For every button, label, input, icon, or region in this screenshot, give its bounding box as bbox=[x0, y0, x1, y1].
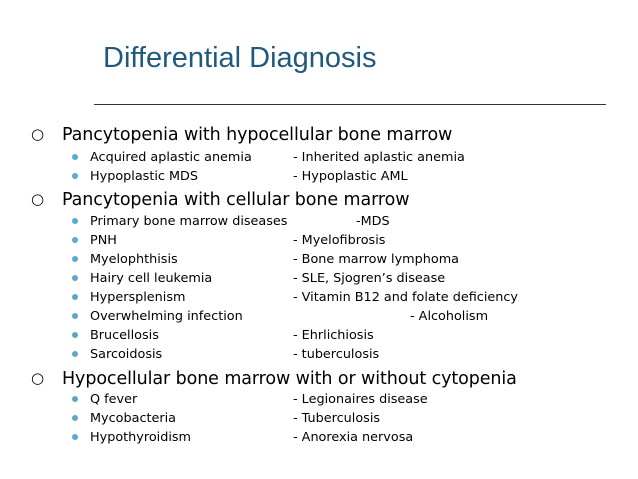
item-right: - Anorexia nervosa bbox=[293, 430, 414, 445]
item-right: - Myelofibrosis bbox=[293, 233, 386, 248]
list-item bbox=[0, 148, 638, 167]
list-item bbox=[0, 250, 638, 269]
section-hypocellular-pancytopenia bbox=[0, 123, 638, 147]
bullet-dot-icon bbox=[72, 313, 78, 319]
bullet-dot-icon bbox=[72, 256, 78, 262]
bullet-dot-icon bbox=[72, 218, 78, 224]
item-left: Hypoplastic MDS bbox=[90, 169, 199, 184]
hollow-circle-bullet-icon: ○ bbox=[31, 369, 45, 387]
section-cellular-pancytopenia bbox=[0, 188, 638, 212]
item-right: - Alcoholism bbox=[410, 309, 489, 324]
item-right: - SLE, Sjogren’s disease bbox=[293, 271, 446, 286]
list-item bbox=[0, 345, 638, 364]
bullet-dot-icon bbox=[72, 434, 78, 440]
list-item bbox=[0, 288, 638, 307]
item-right: - Hypoplastic AML bbox=[293, 169, 408, 184]
item-left: Acquired aplastic anemia bbox=[90, 150, 252, 165]
item-left: Hypersplenism bbox=[90, 290, 186, 305]
bullet-dot-icon bbox=[72, 415, 78, 421]
item-left: PNH bbox=[90, 233, 117, 248]
hollow-circle-bullet-icon: ○ bbox=[31, 190, 45, 208]
section-heading: Hypocellular bone marrow with or without cytopenia bbox=[62, 369, 517, 389]
list-item bbox=[0, 326, 638, 345]
bullet-dot-icon bbox=[72, 332, 78, 338]
hollow-circle-bullet-icon: ○ bbox=[31, 125, 45, 143]
list-item bbox=[0, 167, 638, 186]
item-right: - Ehrlichiosis bbox=[293, 328, 374, 343]
list-item bbox=[0, 269, 638, 288]
bullet-dot-icon bbox=[72, 294, 78, 300]
bullet-dot-icon bbox=[72, 154, 78, 160]
section-heading: Pancytopenia with cellular bone marrow bbox=[62, 190, 410, 210]
list-item bbox=[0, 428, 638, 447]
item-left: Overwhelming infection bbox=[90, 309, 243, 324]
bullet-dot-icon bbox=[72, 173, 78, 179]
list-item bbox=[0, 390, 638, 409]
item-right: - Tuberculosis bbox=[293, 411, 381, 426]
list-item bbox=[0, 409, 638, 428]
section-hypocellular-marrow bbox=[0, 367, 638, 391]
item-left: Q fever bbox=[90, 392, 138, 407]
item-left: Brucellosis bbox=[90, 328, 159, 343]
list-item bbox=[0, 212, 638, 231]
item-right: -MDS bbox=[356, 214, 390, 229]
bullet-dot-icon bbox=[72, 275, 78, 281]
item-left: Hairy cell leukemia bbox=[90, 271, 213, 286]
item-right: - tuberculosis bbox=[293, 347, 380, 362]
list-item bbox=[0, 307, 638, 326]
item-left: Myelophthisis bbox=[90, 252, 178, 267]
section-heading: Pancytopenia with hypocellular bone marrow bbox=[62, 125, 453, 145]
list-item bbox=[0, 231, 638, 250]
item-right: - Inherited aplastic anemia bbox=[293, 150, 465, 165]
item-left: Sarcoidosis bbox=[90, 347, 163, 362]
title-divider bbox=[94, 104, 606, 105]
item-right: - Vitamin B12 and folate deficiency bbox=[293, 290, 518, 305]
item-right: - Legionaires disease bbox=[293, 392, 428, 407]
item-left: Hypothyroidism bbox=[90, 430, 192, 445]
item-left: Mycobacteria bbox=[90, 411, 177, 426]
item-right: - Bone marrow lymphoma bbox=[293, 252, 459, 267]
slide-title: Differential Diagnosis bbox=[103, 42, 377, 74]
bullet-dot-icon bbox=[72, 237, 78, 243]
bullet-dot-icon bbox=[72, 396, 78, 402]
bullet-dot-icon bbox=[72, 351, 78, 357]
item-left: Primary bone marrow diseases bbox=[90, 214, 288, 229]
